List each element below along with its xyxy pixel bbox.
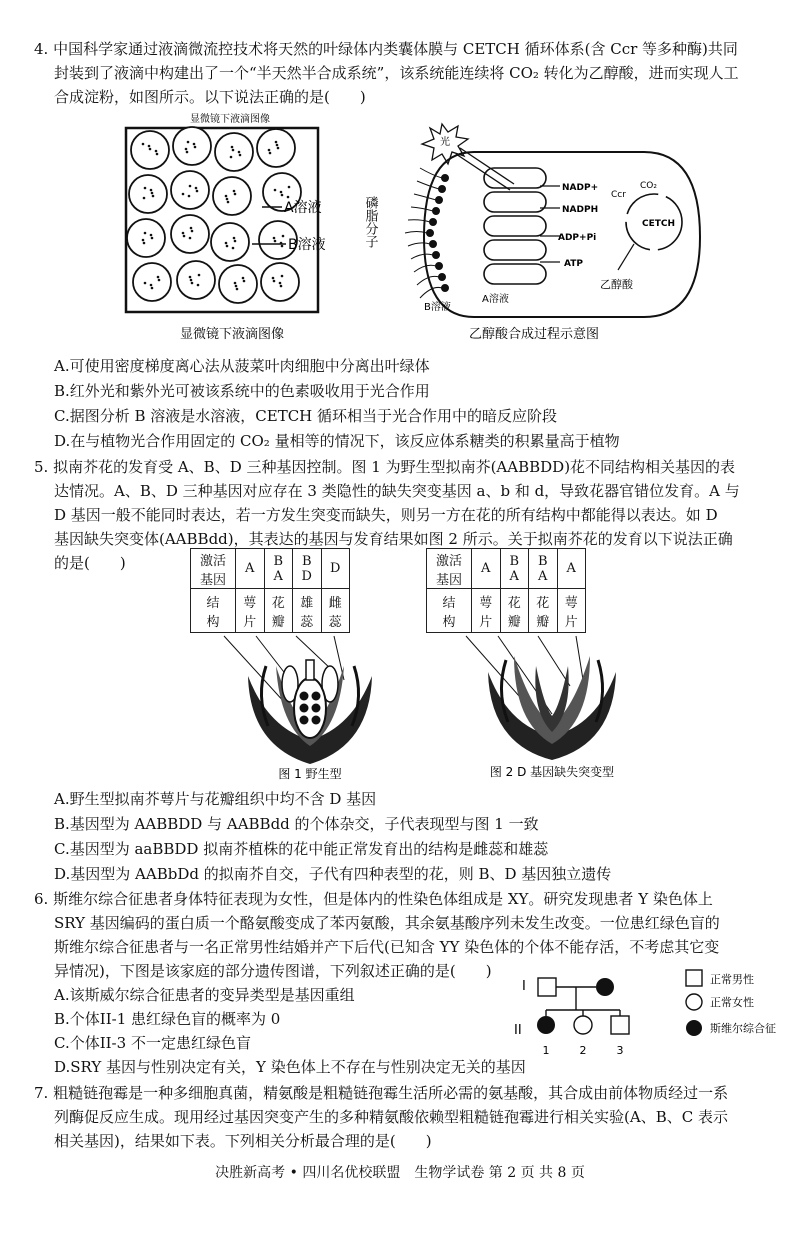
d-mutant-flower-figure: [452, 636, 652, 782]
lipid-head: [436, 197, 443, 204]
droplet-particle: [152, 195, 155, 198]
t1-struct-3a: 雄: [300, 595, 314, 611]
lipid-head: [430, 219, 437, 226]
q6-stem-line-3: 斯维尔综合征患者与一名正常男性结婚并产下后代(已知含 YY 染色体的个体不能存活，不考虑其它变: [54, 938, 720, 956]
droplet: [171, 215, 209, 253]
light-label: 光: [440, 137, 450, 148]
droplet-particle: [288, 186, 291, 189]
glycolate-label: 乙醇酸: [600, 278, 633, 291]
t1-struct-4b: 蕊: [328, 614, 342, 630]
t2-struct-3a: 花: [536, 595, 550, 611]
ii-3-number: 3: [616, 1044, 624, 1057]
b-solution-label: B溶液: [288, 237, 326, 253]
droplet-particle: [272, 277, 275, 280]
t2-struct-4b: 片: [564, 614, 578, 630]
q4-option-a: A.可使用密度梯度离心法从菠菜叶肉细胞中分离出叶绿体: [54, 357, 430, 375]
t2-header-2: 基因: [435, 572, 462, 588]
micrograph-caption: 显微镜下液滴图像: [179, 327, 285, 342]
t1-gene-3a: B: [301, 553, 312, 569]
droplet: [129, 175, 167, 213]
droplet-particle: [142, 143, 145, 146]
lipid-tail: [408, 243, 430, 246]
t1-struct-2b: 瓣: [271, 614, 285, 630]
droplet-particle: [274, 189, 277, 192]
droplet-particle: [236, 288, 239, 291]
t2-struct-4a: 萼: [564, 595, 578, 611]
droplet-particle: [275, 141, 278, 144]
droplet-particle: [239, 154, 242, 157]
droplet-particle: [189, 237, 192, 240]
droplet-particle: [225, 242, 228, 245]
q5-stem-line-3: D 基因一般不能同时表达，若一方发生突变而缺失，则另一方在花的所有结构中都能得以表达。如 D: [54, 506, 718, 524]
t1-header-1: 激活: [199, 553, 226, 569]
q4-stem-line-2: 封装到了液滴中构建出了一个“半天然半合成系统”，该系统能连续将 CO₂ 转化为乙醇酸，进而实现人工: [54, 64, 739, 82]
droplet-particle: [238, 151, 241, 154]
t1-gene-4a: D: [330, 561, 341, 576]
droplet-particle: [226, 198, 229, 201]
t1-struct-2a: 花: [271, 595, 285, 611]
droplet-particle: [142, 239, 145, 242]
droplet-particle: [182, 193, 185, 196]
droplet-particle: [198, 274, 201, 277]
droplet-particle: [155, 150, 158, 153]
a-solution-label: A溶液: [284, 200, 322, 216]
droplet-particle: [195, 187, 198, 190]
q4-stem-line-3: 合成淀粉，如图所示。以下说法正确的是( ): [54, 88, 366, 106]
droplet-particle: [151, 192, 154, 195]
q5-stem-line-4: 基因缺失突变体(AABBdd)，其表达的基因与发育结果如图 2 所示。关于拟南芥花的发育以下说法正确: [54, 530, 733, 548]
droplet-particle: [144, 282, 147, 285]
q5-stem-line-2: 达情况。A、B、D 三种基因对应存在 3 类隐性的缺失突变基因 a、b 和 d，导致花器官错位发育。A 与: [54, 482, 740, 500]
droplet-particle: [191, 282, 194, 285]
droplet-particle: [225, 195, 228, 198]
generation-ii-label: II: [514, 1023, 522, 1038]
phospholipid-layer: [405, 168, 449, 298]
droplet-particle: [281, 194, 284, 197]
lipid-head: [430, 241, 437, 248]
droplet-particle: [143, 197, 146, 200]
droplet-particle: [268, 149, 271, 152]
q4-option-c: C.据图分析 B 溶液是水溶液，CETCH 循环相当于光合作用中的暗反应阶段: [54, 407, 558, 425]
t2-gene-2b: A: [509, 568, 519, 584]
phospholipid-label: 磷脂分子: [362, 196, 378, 248]
lipid-head: [439, 186, 446, 193]
droplet-particle: [234, 240, 237, 243]
droplet: [173, 127, 211, 165]
micrograph-top-caption: 显微镜下液滴图像: [190, 114, 270, 125]
t1-struct-1b: 片: [243, 614, 257, 630]
droplet: [257, 129, 295, 167]
droplet-particle: [269, 152, 272, 155]
droplet: [171, 171, 209, 209]
lipid-tail: [417, 276, 439, 285]
nadp-label: NADP+: [562, 183, 599, 193]
droplet-particle: [287, 196, 290, 199]
droplet-particle: [243, 280, 246, 283]
q7-stem-line-2: 列酶促反应生成。现用经过基因突变产生的多种精氨酸依赖型粗糙链孢霉进行相关实验(A、B、C 表示: [54, 1108, 728, 1126]
droplet: [213, 177, 251, 215]
droplet: [219, 265, 257, 303]
lipid-tail: [417, 181, 439, 189]
droplet: [211, 223, 249, 261]
droplet-particle: [233, 237, 236, 240]
q4-option-b: B.红外光和紫外光可被该系统中的色素吸收用于光合作用: [54, 382, 430, 400]
pedigree-chart: [508, 960, 788, 1060]
adp-label: ADP+Pi: [558, 233, 597, 243]
t2-struct-1a: 萼: [479, 595, 493, 611]
q4-option-d: D.在与植物光合作用固定的 CO₂ 量相等的情况下，该反应体系糖类的积累量高于植物: [54, 432, 620, 450]
t1-gene-2b: A: [273, 568, 283, 584]
droplet-particle: [151, 237, 154, 240]
t1-struct-1a: 萼: [243, 595, 257, 611]
droplet-particle: [234, 193, 237, 196]
lipid-head: [427, 230, 434, 237]
droplet-particle: [197, 284, 200, 287]
droplet: [177, 261, 215, 299]
figure-1-caption: 图 1 野生型: [278, 767, 342, 781]
droplet-particle: [193, 143, 196, 146]
b-solution-right-label: B溶液: [424, 302, 451, 313]
synthesis-caption: 乙醇酸合成过程示意图: [468, 327, 600, 342]
q7-stem-line-1: 7. 粗糙链孢霉是一种多细胞真菌，精氨酸是粗糙链孢霉生活所必需的氨基酸，其合成由前体物质经过一系: [34, 1084, 729, 1102]
t1-struct-head-1: 结: [206, 595, 220, 611]
t1-struct-3b: 蕊: [300, 614, 314, 630]
glycolate-synthesis-diagram: [364, 112, 700, 344]
droplet-particle: [149, 148, 152, 151]
q4-stem-line-1: 4. 中国科学家通过液滴微流控技术将天然的叶绿体内类囊体膜与 CETCH 循环体系(含 Ccr 等多种酶)共同: [34, 40, 738, 58]
droplet-particle: [227, 201, 230, 204]
t1-header-2: 基因: [199, 572, 226, 588]
q5-option-d: D.基因型为 AABbDd 的拟南芥自交，子代有四种表型的花，则 B、D 基因独立遗传: [54, 865, 612, 883]
droplet-particle: [280, 191, 283, 194]
droplet: [127, 219, 165, 257]
generation-i-label: I: [522, 979, 526, 994]
q7-stem-line-3: 相关基因)，结果如下表。下列相关分析最合理的是( ): [54, 1132, 432, 1150]
t1-gene-1a: A: [245, 561, 255, 576]
q6-stem-line-4: 异情况)，下图是该家庭的部分遗传图谱，下列叙述正确的是( ): [54, 962, 492, 980]
droplet-particle: [226, 245, 229, 248]
droplet-particle: [235, 285, 238, 288]
t2-gene-4a: A: [566, 561, 576, 576]
droplet-particle: [189, 276, 192, 279]
droplet-particle: [150, 284, 153, 287]
legend-normal-female: 正常女性: [710, 996, 754, 1009]
droplet-particle: [187, 141, 190, 144]
page-footer: 决胜新高考 • 四川名优校联盟 生物学试卷 第 2 页 共 8 页: [215, 1165, 585, 1181]
droplet-particle: [151, 287, 154, 290]
t2-header-1: 激活: [435, 553, 462, 569]
lipid-head: [433, 252, 440, 259]
q6-option-c: C.个体II-3 不一定患红绿色盲: [54, 1034, 251, 1052]
t1-struct-head-2: 构: [206, 614, 220, 630]
droplet-particle: [234, 282, 237, 285]
droplet-particle: [232, 149, 235, 152]
droplet-particle: [191, 230, 194, 233]
t2-gene-3a: B: [537, 553, 548, 569]
t2-gene-1a: A: [481, 561, 491, 576]
droplet-particle: [156, 153, 159, 156]
droplet-particle: [281, 245, 284, 248]
lipid-tail: [420, 287, 442, 298]
nadph-label: NADPH: [562, 205, 599, 215]
droplet-particle: [273, 280, 276, 283]
droplet-particle: [188, 195, 191, 198]
q6-option-b: B.个体II-1 患红绿色盲的概率为 0: [54, 1010, 281, 1028]
droplet-particle: [282, 235, 285, 238]
droplet-micrograph-figure: [112, 112, 342, 344]
t2-struct-head-2: 构: [442, 614, 456, 630]
droplet-particle: [273, 237, 276, 240]
droplet-particle: [144, 232, 147, 235]
a-solution-right-label: A溶液: [482, 294, 509, 305]
droplet-particle: [196, 190, 199, 193]
q6-stem-line-2: SRY 基因编码的蛋白质一个酪氨酸变成了苯丙氨酸，其余氨基酸序列未发生改变。一位患红绿色盲的: [54, 914, 720, 932]
droplet-particle: [143, 242, 146, 245]
droplet-particle: [277, 147, 280, 150]
lipid-tail: [411, 207, 433, 211]
droplet-particle: [183, 235, 186, 238]
droplet-particle: [182, 232, 185, 235]
q6-option-d: D.SRY 基因与性别决定有关，Y 染色体上不存在与性别决定无关的基因: [54, 1058, 526, 1076]
t2-gene-2a: B: [509, 553, 520, 569]
figure-2-caption: 图 2 D 基因缺失突变型: [489, 765, 615, 779]
droplet-particle: [185, 148, 188, 151]
t1-gene-2a: B: [273, 553, 284, 569]
droplet-particle: [231, 146, 234, 149]
wild-type-flower-figure: [210, 636, 410, 782]
q5-option-c: C.基因型为 aaBBDD 拟南芥植株的花中能正常发育出的结构是雌蕊和雄蕊: [54, 840, 549, 858]
droplet-particle: [281, 275, 284, 278]
t2-struct-head-1: 结: [442, 595, 456, 611]
ccr-label: Ccr: [611, 190, 626, 200]
droplet-particle: [148, 145, 151, 148]
ii-2-number: 2: [579, 1044, 587, 1057]
droplet: [215, 133, 253, 171]
legend-normal-male: 正常男性: [710, 973, 754, 986]
droplet-particle: [242, 277, 245, 280]
droplet: [133, 263, 171, 301]
lipid-head: [439, 274, 446, 281]
cetch-label: CETCH: [642, 219, 676, 229]
droplet-particle: [189, 185, 192, 188]
droplet-particle: [233, 190, 236, 193]
q5-option-a: A.野生型拟南芥萼片与花瓣组织中均不含 D 基因: [54, 790, 377, 808]
droplet-particle: [194, 146, 197, 149]
legend-swyer-syndrome: 斯维尔综合征: [710, 1022, 776, 1035]
droplet-particle: [276, 144, 279, 147]
ii-1-number: 1: [542, 1044, 550, 1057]
droplet-particle: [158, 279, 161, 282]
lipid-head: [433, 208, 440, 215]
droplet-particle: [186, 151, 189, 154]
q6-option-a: A.该斯威尔综合征患者的变异类型是基因重组: [54, 986, 355, 1004]
lipid-head: [436, 263, 443, 270]
q5-stem-line-5: 的是( ): [54, 554, 126, 572]
t2-struct-3b: 瓣: [536, 614, 550, 630]
atp-label: ATP: [564, 259, 584, 269]
lipid-tail: [408, 220, 430, 222]
droplet-particle: [190, 227, 193, 230]
q6-stem-line-1: 6. 斯维尔综合征患者身体特征表现为女性，但是体内的性染色体组成是 XY。研究发现患者 Y 染色体上: [34, 890, 713, 908]
lipid-tail: [411, 254, 433, 259]
droplet-particle: [157, 276, 160, 279]
t1-struct-4a: 雌: [328, 595, 342, 611]
t2-struct-2b: 瓣: [507, 614, 521, 630]
gene-expression-table-1: [190, 548, 350, 633]
droplet-particle: [232, 247, 235, 250]
droplet-particle: [280, 285, 283, 288]
t2-struct-2a: 花: [507, 595, 521, 611]
q5-stem-line-1: 5. 拟南芥花的发育受 A、B、D 三种基因控制。图 1 为野生型拟南芥(AABBDD)花不同结构相关基因的表: [34, 458, 736, 476]
t1-gene-3b: D: [301, 568, 312, 584]
droplet-particle: [150, 234, 153, 237]
gene-expression-table-2: [426, 548, 586, 633]
t2-gene-3b: A: [538, 568, 548, 584]
t2-struct-1b: 片: [479, 614, 493, 630]
co2-label: CO₂: [640, 181, 657, 191]
droplet-particle: [150, 189, 153, 192]
droplet-particle: [279, 282, 282, 285]
lipid-head: [442, 175, 449, 182]
droplet-particle: [230, 156, 233, 159]
lipid-head: [442, 285, 449, 292]
droplet-particle: [144, 187, 147, 190]
droplet-particle: [190, 279, 193, 282]
q5-option-b: B.基因型为 AABBDD 与 AABBdd 的个体杂交，子代表现型与图 1 一致: [54, 815, 539, 833]
droplet-particle: [274, 240, 277, 243]
lipid-tail: [414, 265, 436, 272]
lipid-tail: [414, 194, 436, 200]
